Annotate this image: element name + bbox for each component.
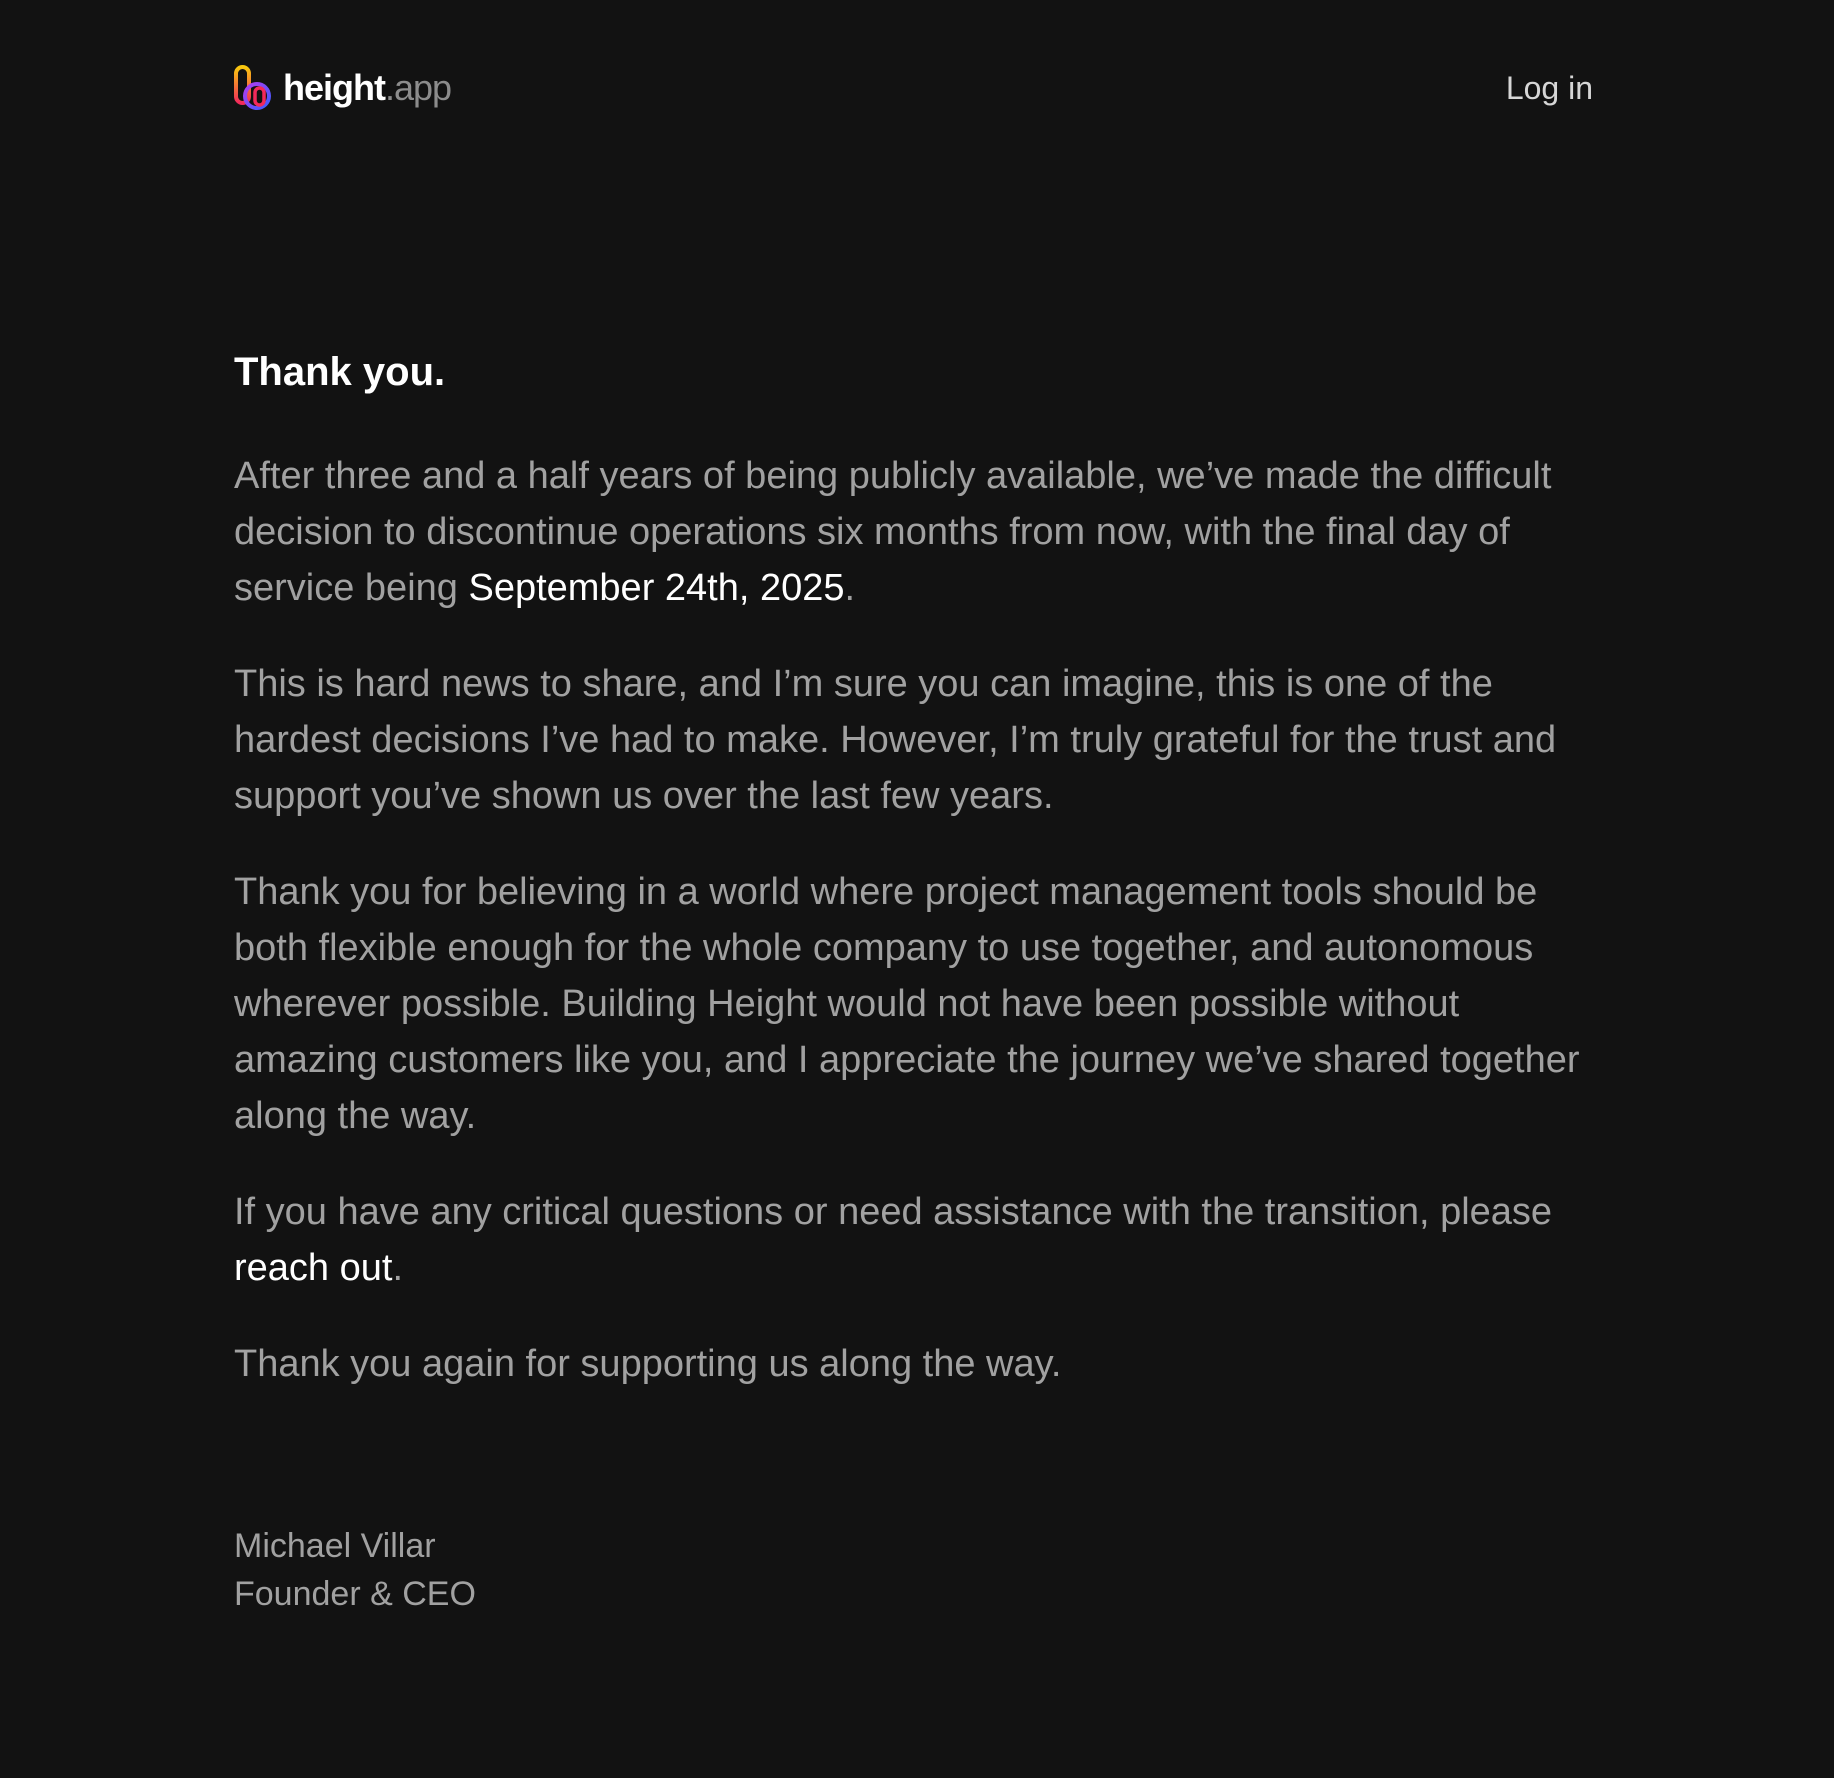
- paragraph-announcement: [234, 448, 1598, 616]
- paragraph-support-text: If you have any critical questions or need assistance with the transition, please: [234, 1191, 1553, 1233]
- logo-tld: .app: [384, 67, 452, 108]
- signature-name: Michael Villar: [234, 1527, 436, 1565]
- paragraph-support-end: .: [392, 1247, 404, 1289]
- reach-out-link[interactable]: reach out: [234, 1247, 393, 1289]
- paragraph-announcement-end: .: [844, 567, 856, 609]
- signature-role: Founder & CEO: [234, 1575, 476, 1613]
- home-logo-link[interactable]: [233, 64, 451, 112]
- login-link[interactable]: Log in: [1505, 70, 1593, 106]
- paragraph-gratitude: This is hard news to share, and I’m sure you can imagine, this is one of the hardest decisions I’ve had to make. However, I’m truly grateful for the trust and support you’ve shown us over the last few years.: [234, 663, 1557, 817]
- final-service-date: September 24th, 2025: [468, 567, 845, 609]
- site-header: [233, 60, 1593, 116]
- paragraph-support: [234, 1184, 1598, 1296]
- letter-body: [234, 346, 1598, 1392]
- signature: [234, 1522, 476, 1618]
- paragraph-vision: Thank you for believing in a world where project management tools should be both flexible enough for the whole company to use together, and autonomous wherever possible. Building Height would not have been possible without amazing customers like you, and I appreciate the journey we’ve shared together along the way.: [234, 871, 1580, 1137]
- paragraph-closing: Thank you again for supporting us along the way.: [234, 1343, 1062, 1385]
- logo-name: height: [283, 67, 385, 108]
- letter-title: Thank you.: [234, 350, 446, 394]
- paragraph-announcement-text: After three and a half years of being publicly available, we’ve made the difficult decision to discontinue operations six months from now, with the final day of service being: [234, 455, 1552, 609]
- logo-wordmark: [283, 64, 451, 112]
- height-logo-icon: [233, 64, 273, 112]
